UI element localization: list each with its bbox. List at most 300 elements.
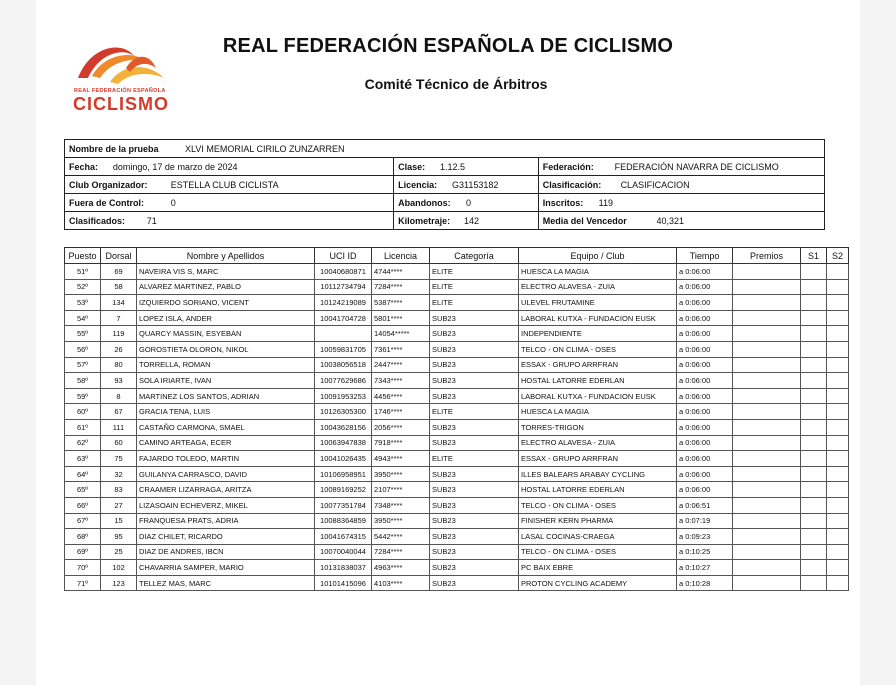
- category-cell: SUB23: [430, 482, 519, 498]
- team-cell: HUESCA LA MAGIA: [519, 264, 677, 280]
- team-cell: FINISHER KERN PHARMA: [519, 513, 677, 529]
- s2-cell: [827, 529, 849, 545]
- premios-cell: [733, 482, 801, 498]
- race-info-box: [64, 139, 825, 230]
- media-label: Media del Vencedor: [538, 212, 651, 229]
- s1-cell: [801, 451, 827, 467]
- uci-cell: 10059831705: [315, 341, 372, 357]
- position-cell: 59º: [65, 388, 101, 404]
- premios-cell: [733, 529, 801, 545]
- time-cell: a 0:09:23: [677, 529, 733, 545]
- premios-cell: [733, 373, 801, 389]
- position-cell: 51º: [65, 264, 101, 280]
- dorsal-cell: 67: [101, 404, 137, 420]
- uci-cell: 10091953253: [315, 388, 372, 404]
- position-cell: 60º: [65, 404, 101, 420]
- col-uci: UCI ID: [315, 248, 372, 264]
- premios-cell: [733, 388, 801, 404]
- category-cell: SUB23: [430, 326, 519, 342]
- abandonos-value: 0: [465, 197, 471, 208]
- time-cell: a 0:10:28: [677, 575, 733, 591]
- category-cell: SUB23: [430, 529, 519, 545]
- table-row: [65, 310, 849, 326]
- license-cell: 4456****: [372, 388, 430, 404]
- time-cell: a 0:06:00: [677, 388, 733, 404]
- uci-cell: 10040680871: [315, 264, 372, 280]
- s1-cell: [801, 279, 827, 295]
- license-cell: 14054*****: [372, 326, 430, 342]
- s1-cell: [801, 326, 827, 342]
- premios-cell: [733, 560, 801, 576]
- name-cell: DIAZ DE ANDRES, IBCN: [137, 544, 315, 560]
- license-cell: 7343****: [372, 373, 430, 389]
- license-cell: 7348****: [372, 497, 430, 513]
- s2-cell: [827, 513, 849, 529]
- premios-cell: [733, 544, 801, 560]
- position-cell: 56º: [65, 341, 101, 357]
- uci-cell: [315, 326, 372, 342]
- s2-cell: [827, 419, 849, 435]
- club-label: Club Organizador:: [69, 179, 148, 190]
- license-cell: 5442****: [372, 529, 430, 545]
- s1-cell: [801, 466, 827, 482]
- team-cell: ELECTRO ALAVESA - ZUIA: [519, 279, 677, 295]
- licencia-label: Licencia:: [393, 176, 446, 193]
- s1-cell: [801, 497, 827, 513]
- license-cell: 3950****: [372, 466, 430, 482]
- club-value: ESTELLA CLUB CICLISTA: [170, 179, 279, 190]
- name-cell: CAMINO ARTEAGA, ECER: [137, 435, 315, 451]
- position-cell: 54º: [65, 310, 101, 326]
- s1-cell: [801, 435, 827, 451]
- name-cell: LIZASOAIN ECHEVERZ, MIKEL: [137, 497, 315, 513]
- col-s1: S1: [801, 248, 827, 264]
- license-cell: 4943****: [372, 451, 430, 467]
- clasificacion-label: Clasificación:: [538, 176, 615, 193]
- time-cell: a 0:06:00: [677, 341, 733, 357]
- kilometraje-value: 142: [463, 215, 479, 226]
- col-premios: Premios: [733, 248, 801, 264]
- s2-cell: [827, 435, 849, 451]
- time-cell: a 0:06:00: [677, 435, 733, 451]
- team-cell: TELCO - ON CLIMA - OSES: [519, 544, 677, 560]
- premios-cell: [733, 326, 801, 342]
- s2-cell: [827, 326, 849, 342]
- s1-cell: [801, 357, 827, 373]
- time-cell: a 0:06:51: [677, 497, 733, 513]
- uci-cell: 10077629686: [315, 373, 372, 389]
- license-cell: 7284****: [372, 279, 430, 295]
- position-cell: 66º: [65, 497, 101, 513]
- time-cell: a 0:06:00: [677, 404, 733, 420]
- name-cell: GUILANYA CARRASCO, DAVID: [137, 466, 315, 482]
- table-row: [65, 264, 849, 280]
- dorsal-cell: 32: [101, 466, 137, 482]
- uci-cell: 10101415096: [315, 575, 372, 591]
- fuera-value: 0: [170, 197, 176, 208]
- name-cell: LOPEZ ISLA, ANDER: [137, 310, 315, 326]
- uci-cell: 10063947838: [315, 435, 372, 451]
- dorsal-cell: 25: [101, 544, 137, 560]
- premios-cell: [733, 279, 801, 295]
- time-cell: a 0:06:00: [677, 295, 733, 311]
- premios-cell: [733, 404, 801, 420]
- uci-cell: 10041704728: [315, 310, 372, 326]
- premios-cell: [733, 264, 801, 280]
- premios-cell: [733, 341, 801, 357]
- category-cell: ELITE: [430, 279, 519, 295]
- uci-cell: 10038056518: [315, 357, 372, 373]
- dorsal-cell: 83: [101, 482, 137, 498]
- name-cell: TELLEZ MAS, MARC: [137, 575, 315, 591]
- dorsal-cell: 69: [101, 264, 137, 280]
- s1-cell: [801, 513, 827, 529]
- table-row: [65, 451, 849, 467]
- prueba-label: Nombre de la prueba: [69, 143, 159, 154]
- table-row: [65, 435, 849, 451]
- col-equipo: Equipo / Club: [519, 248, 677, 264]
- s2-cell: [827, 482, 849, 498]
- category-cell: SUB23: [430, 388, 519, 404]
- s1-cell: [801, 310, 827, 326]
- uci-cell: 10106958951: [315, 466, 372, 482]
- category-cell: SUB23: [430, 466, 519, 482]
- uci-cell: 10077351784: [315, 497, 372, 513]
- category-cell: SUB23: [430, 435, 519, 451]
- dorsal-cell: 60: [101, 435, 137, 451]
- kilometraje-label: Kilometraje:: [393, 212, 458, 229]
- position-cell: 64º: [65, 466, 101, 482]
- results-table: [64, 247, 849, 591]
- premios-cell: [733, 357, 801, 373]
- dorsal-cell: 119: [101, 326, 137, 342]
- category-cell: SUB23: [430, 497, 519, 513]
- table-row: [65, 466, 849, 482]
- team-cell: ULEVEL FRUTAMINE: [519, 295, 677, 311]
- s1-cell: [801, 560, 827, 576]
- name-cell: DIAZ CHILET, RICARDO: [137, 529, 315, 545]
- info-row-club: [65, 176, 824, 194]
- premios-cell: [733, 451, 801, 467]
- inscritos-label: Inscritos:: [538, 194, 593, 211]
- category-cell: SUB23: [430, 373, 519, 389]
- clasificados-value: 71: [146, 215, 157, 226]
- category-cell: SUB23: [430, 513, 519, 529]
- premios-cell: [733, 466, 801, 482]
- dorsal-cell: 93: [101, 373, 137, 389]
- info-row-control: [65, 194, 824, 212]
- category-cell: SUB23: [430, 310, 519, 326]
- position-cell: 63º: [65, 451, 101, 467]
- team-cell: ESSAX - GRUPO ARRFRAN: [519, 451, 677, 467]
- col-licencia: Licencia: [372, 248, 430, 264]
- s1-cell: [801, 264, 827, 280]
- license-cell: 1746****: [372, 404, 430, 420]
- s1-cell: [801, 544, 827, 560]
- premios-cell: [733, 435, 801, 451]
- s1-cell: [801, 529, 827, 545]
- time-cell: a 0:06:00: [677, 419, 733, 435]
- position-cell: 52º: [65, 279, 101, 295]
- table-row: [65, 544, 849, 560]
- team-cell: HOSTAL LATORRE EDERLAN: [519, 373, 677, 389]
- name-cell: IZQUIERDO SORIANO, VICENT: [137, 295, 315, 311]
- license-cell: 7284****: [372, 544, 430, 560]
- time-cell: a 0:10:27: [677, 560, 733, 576]
- license-cell: 4103****: [372, 575, 430, 591]
- team-cell: LABORAL KUTXA - FUNDACION EUSK: [519, 388, 677, 404]
- time-cell: a 0:06:00: [677, 451, 733, 467]
- s1-cell: [801, 341, 827, 357]
- license-cell: 5387****: [372, 295, 430, 311]
- premios-cell: [733, 295, 801, 311]
- s1-cell: [801, 404, 827, 420]
- s2-cell: [827, 295, 849, 311]
- premios-cell: [733, 497, 801, 513]
- page-subtitle: Comité Técnico de Árbitros: [364, 76, 548, 92]
- s1-cell: [801, 482, 827, 498]
- table-row: [65, 529, 849, 545]
- fuera-label: Fuera de Control:: [69, 197, 145, 208]
- premios-cell: [733, 513, 801, 529]
- federacion-value: FEDERACIÓN NAVARRA DE CICLISMO: [614, 161, 779, 172]
- results-body: [65, 264, 849, 591]
- col-categoria: Categoría: [430, 248, 519, 264]
- dorsal-cell: 58: [101, 279, 137, 295]
- table-row: [65, 497, 849, 513]
- dorsal-cell: 7: [101, 310, 137, 326]
- s1-cell: [801, 575, 827, 591]
- table-row: [65, 279, 849, 295]
- team-cell: PC BAIX EBRE: [519, 560, 677, 576]
- table-row: [65, 373, 849, 389]
- category-cell: SUB23: [430, 560, 519, 576]
- team-cell: LASAL COCINAS-CRAEGA: [519, 529, 677, 545]
- table-row: [65, 482, 849, 498]
- license-cell: 4744****: [372, 264, 430, 280]
- premios-cell: [733, 575, 801, 591]
- dorsal-cell: 15: [101, 513, 137, 529]
- position-cell: 67º: [65, 513, 101, 529]
- uci-cell: 10041674315: [315, 529, 372, 545]
- category-cell: ELITE: [430, 264, 519, 280]
- uci-cell: 10124219089: [315, 295, 372, 311]
- name-cell: GOROSTIETA OLORON, NIKOL: [137, 341, 315, 357]
- name-cell: GRACIA TENA, LUIS: [137, 404, 315, 420]
- clasificados-label: Clasificados:: [69, 215, 126, 226]
- s2-cell: [827, 310, 849, 326]
- table-row: [65, 357, 849, 373]
- s2-cell: [827, 497, 849, 513]
- uci-cell: 10088364859: [315, 513, 372, 529]
- s2-cell: [827, 544, 849, 560]
- team-cell: PROTON CYCLING ACADEMY: [519, 575, 677, 591]
- s2-cell: [827, 388, 849, 404]
- s2-cell: [827, 451, 849, 467]
- col-puesto: Puesto: [65, 248, 101, 264]
- time-cell: a 0:06:00: [677, 310, 733, 326]
- team-cell: TORRES-TRIGON: [519, 419, 677, 435]
- time-cell: a 0:06:00: [677, 279, 733, 295]
- dorsal-cell: 27: [101, 497, 137, 513]
- team-cell: LABORAL KUTXA - FUNDACION EUSK: [519, 310, 677, 326]
- s2-cell: [827, 279, 849, 295]
- s1-cell: [801, 419, 827, 435]
- position-cell: 70º: [65, 560, 101, 576]
- name-cell: QUARCY MASSIN, ESYEBAN: [137, 326, 315, 342]
- name-cell: NAVEIRA VIS S, MARC: [137, 264, 315, 280]
- table-row: [65, 560, 849, 576]
- table-row: [65, 419, 849, 435]
- s2-cell: [827, 560, 849, 576]
- license-cell: 5801****: [372, 310, 430, 326]
- license-cell: 4963****: [372, 560, 430, 576]
- uci-cell: 10041026435: [315, 451, 372, 467]
- team-cell: HOSTAL LATORRE EDERLAN: [519, 482, 677, 498]
- s2-cell: [827, 466, 849, 482]
- position-cell: 61º: [65, 419, 101, 435]
- team-cell: ESSAX - GRUPO ARRFRAN: [519, 357, 677, 373]
- license-cell: 7361****: [372, 341, 430, 357]
- team-cell: ILLES BALEARS ARABAY CYCLING: [519, 466, 677, 482]
- name-cell: TORRELLA, ROMAN: [137, 357, 315, 373]
- s2-cell: [827, 575, 849, 591]
- team-cell: TELCO - ON CLIMA - OSES: [519, 341, 677, 357]
- logo-small-text: REAL FEDERACIÓN ESPAÑOLA: [74, 88, 166, 94]
- table-row: [65, 404, 849, 420]
- table-header-row: [65, 248, 849, 264]
- category-cell: SUB23: [430, 419, 519, 435]
- position-cell: 55º: [65, 326, 101, 342]
- uci-cell: 10112734794: [315, 279, 372, 295]
- license-cell: 7918****: [372, 435, 430, 451]
- name-cell: SOLA IRIARTE, IVAN: [137, 373, 315, 389]
- position-cell: 68º: [65, 529, 101, 545]
- uci-cell: 10126305300: [315, 404, 372, 420]
- col-tiempo: Tiempo: [677, 248, 733, 264]
- federacion-label: Federación:: [538, 158, 609, 175]
- team-cell: INDEPENDIENTE: [519, 326, 677, 342]
- fecha-label: Fecha:: [69, 161, 99, 172]
- media-value: 40,321: [656, 215, 684, 226]
- dorsal-cell: 102: [101, 560, 137, 576]
- team-cell: HUESCA LA MAGIA: [519, 404, 677, 420]
- category-cell: SUB23: [430, 357, 519, 373]
- dorsal-cell: 134: [101, 295, 137, 311]
- table-row: [65, 513, 849, 529]
- dorsal-cell: 95: [101, 529, 137, 545]
- name-cell: CRAAMER LIZARRAGA, ARITZA: [137, 482, 315, 498]
- uci-cell: 10131838037: [315, 560, 372, 576]
- category-cell: SUB23: [430, 341, 519, 357]
- uci-cell: 10070040044: [315, 544, 372, 560]
- time-cell: a 0:07:19: [677, 513, 733, 529]
- name-cell: ALVAREZ MARTINEZ, PABLO: [137, 279, 315, 295]
- inscritos-value: 119: [598, 197, 613, 208]
- position-cell: 62º: [65, 435, 101, 451]
- name-cell: FRANQUESA PRATS, ADRIA: [137, 513, 315, 529]
- col-dorsal: Dorsal: [101, 248, 137, 264]
- license-cell: 2056****: [372, 419, 430, 435]
- page-title: REAL FEDERACIÓN ESPAÑOLA DE CICLISMO: [222, 35, 674, 57]
- dorsal-cell: 111: [101, 419, 137, 435]
- category-cell: SUB23: [430, 575, 519, 591]
- time-cell: a 0:06:00: [677, 357, 733, 373]
- time-cell: a 0:06:00: [677, 482, 733, 498]
- dorsal-cell: 80: [101, 357, 137, 373]
- license-cell: 3950****: [372, 513, 430, 529]
- name-cell: FAJARDO TOLEDO, MARTIN: [137, 451, 315, 467]
- table-row: [65, 575, 849, 591]
- s1-cell: [801, 373, 827, 389]
- s2-cell: [827, 264, 849, 280]
- name-cell: CASTAÑO CARMONA, SMAEL: [137, 419, 315, 435]
- abandonos-label: Abandonos:: [393, 194, 460, 211]
- premios-cell: [733, 419, 801, 435]
- info-row-fecha: [65, 158, 824, 176]
- uci-cell: 10089169252: [315, 482, 372, 498]
- time-cell: a 0:06:00: [677, 373, 733, 389]
- name-cell: CHAVARRIA SAMPER, MARIO: [137, 560, 315, 576]
- category-cell: SUB23: [430, 544, 519, 560]
- table-row: [65, 341, 849, 357]
- fecha-value: domingo, 17 de marzo de 2024: [112, 161, 238, 172]
- name-cell: MARTINEZ LOS SANTOS, ADRIAN: [137, 388, 315, 404]
- s1-cell: [801, 295, 827, 311]
- team-cell: ELECTRO ALAVESA - ZUIA: [519, 435, 677, 451]
- s1-cell: [801, 388, 827, 404]
- prueba-value: XLVI MEMORIAL CIRILO ZUNZARREN: [185, 143, 345, 154]
- license-cell: 2447****: [372, 357, 430, 373]
- info-row-prueba: [65, 140, 824, 158]
- time-cell: a 0:06:00: [677, 264, 733, 280]
- s2-cell: [827, 357, 849, 373]
- premios-cell: [733, 310, 801, 326]
- category-cell: ELITE: [430, 295, 519, 311]
- s2-cell: [827, 341, 849, 357]
- position-cell: 57º: [65, 357, 101, 373]
- clase-value: 1.12.5: [440, 161, 466, 172]
- position-cell: 65º: [65, 482, 101, 498]
- uci-cell: 10043628156: [315, 419, 372, 435]
- clase-label: Clase:: [393, 158, 434, 175]
- licencia-value: G31153182: [452, 179, 499, 190]
- category-cell: ELITE: [430, 451, 519, 467]
- s2-cell: [827, 373, 849, 389]
- dorsal-cell: 26: [101, 341, 137, 357]
- col-nombre: Nombre y Apellidos: [137, 248, 315, 264]
- clasificacion-value: CLASIFICACION: [620, 179, 690, 190]
- info-row-clasificados: [65, 212, 824, 229]
- col-s2: S2: [827, 248, 849, 264]
- category-cell: ELITE: [430, 404, 519, 420]
- time-cell: a 0:10:25: [677, 544, 733, 560]
- license-cell: 2107****: [372, 482, 430, 498]
- dorsal-cell: 75: [101, 451, 137, 467]
- dorsal-cell: 8: [101, 388, 137, 404]
- table-row: [65, 388, 849, 404]
- s2-cell: [827, 404, 849, 420]
- logo-text: CICLISMO: [73, 94, 169, 114]
- position-cell: 58º: [65, 373, 101, 389]
- time-cell: a 0:06:00: [677, 466, 733, 482]
- time-cell: a 0:06:00: [677, 326, 733, 342]
- position-cell: 71º: [65, 575, 101, 591]
- table-row: [65, 326, 849, 342]
- dorsal-cell: 123: [101, 575, 137, 591]
- team-cell: TELCO - ON CLIMA - OSES: [519, 497, 677, 513]
- position-cell: 53º: [65, 295, 101, 311]
